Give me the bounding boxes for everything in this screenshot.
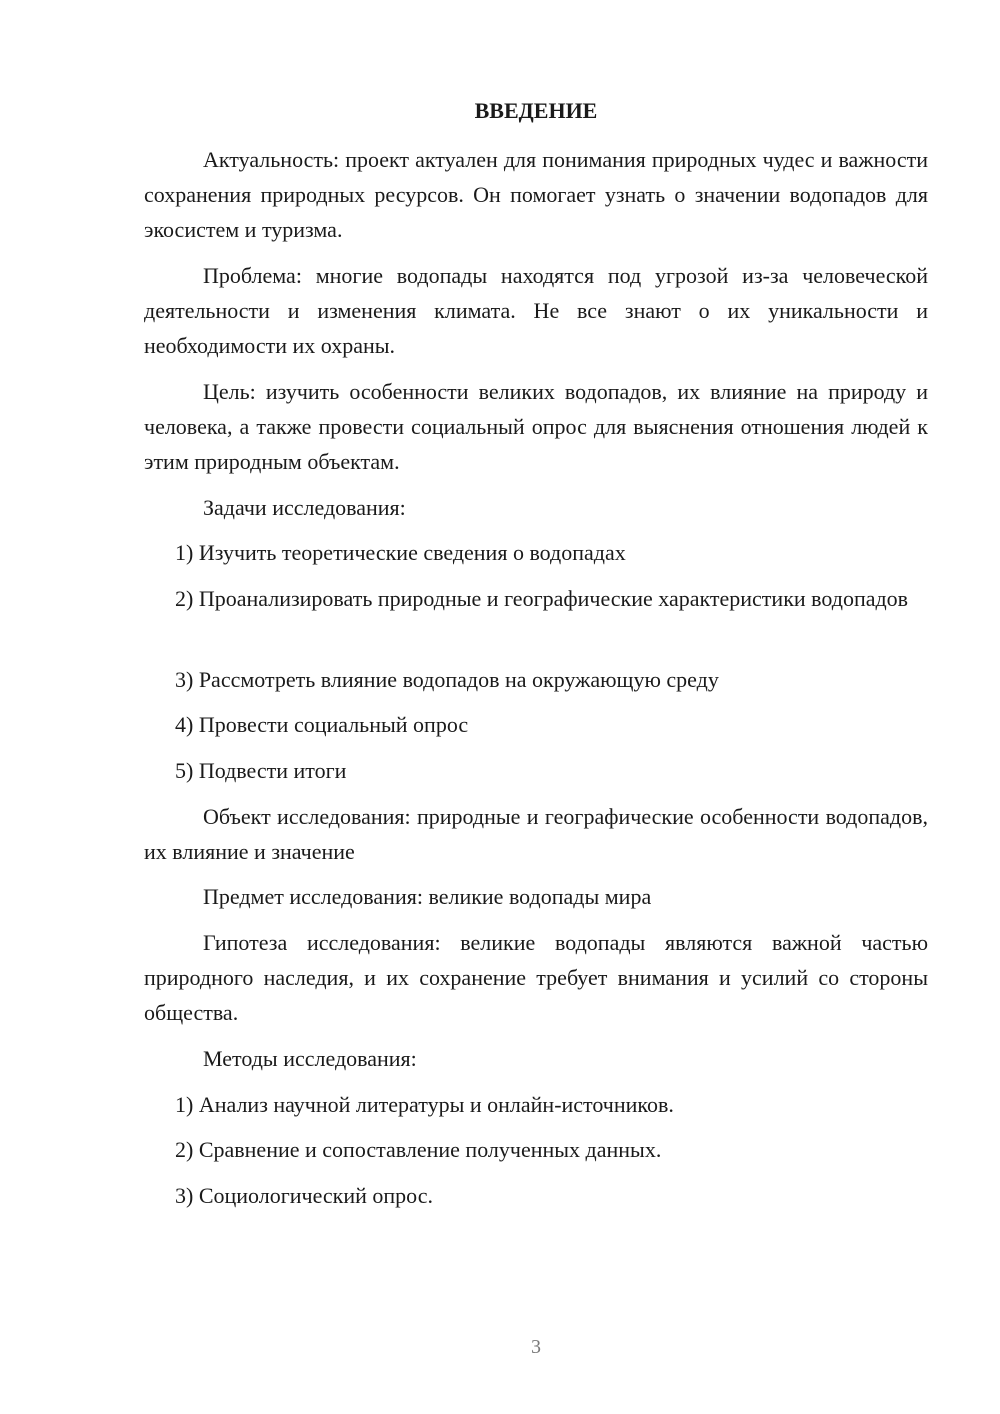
hypothesis-paragraph: Гипотеза исследования: великие водопады являются важной частью природного наследия, и их сохранение требует внимания и усилий со стороны общества.: [144, 930, 928, 1025]
task-item: 5) Подвести итоги: [175, 758, 347, 783]
relevance-paragraph: Актуальность: проект актуален для понимания природных чудес и важности сохранения природных ресурсов. Он помогает узнать о значении водопадов для экосистем и туризма.: [144, 147, 928, 242]
subject-paragraph: Предмет исследования: великие водопады мира: [203, 884, 652, 909]
method-item: 1) Анализ научной литературы и онлайн-источников.: [175, 1092, 674, 1117]
tasks-title: Задачи исследования:: [203, 495, 406, 520]
goal-paragraph: Цель: изучить особенности великих водопадов, их влияние на природу и человека, а также провести социальный опрос для выяснения отношения людей к этим природным объектам.: [144, 379, 928, 474]
problem-paragraph: Проблема: многие водопады находятся под угрозой из-за человеческой деятельности и изменения климата. Не все знают о их уникальности и необходимости их охраны.: [144, 263, 928, 358]
method-item: 3) Социологический опрос.: [175, 1183, 433, 1208]
task-item: 3) Рассмотреть влияние водопадов на окружающую среду: [175, 667, 719, 692]
section-heading: ВВЕДЕНИЕ: [474, 98, 598, 123]
method-item: 2) Сравнение и сопоставление полученных данных.: [175, 1137, 662, 1162]
page-number: 3: [531, 1336, 541, 1358]
task-item: 2) Проанализировать природные и географические характеристики водопадов: [175, 586, 909, 611]
methods-title: Методы исследования:: [203, 1046, 417, 1071]
object-paragraph: Объект исследования: природные и географические особенности водопадов, их влияние и значение: [144, 804, 928, 864]
task-item: 4) Провести социальный опрос: [175, 712, 469, 737]
task-item: 1) Изучить теоретические сведения о водопадах: [175, 540, 626, 565]
